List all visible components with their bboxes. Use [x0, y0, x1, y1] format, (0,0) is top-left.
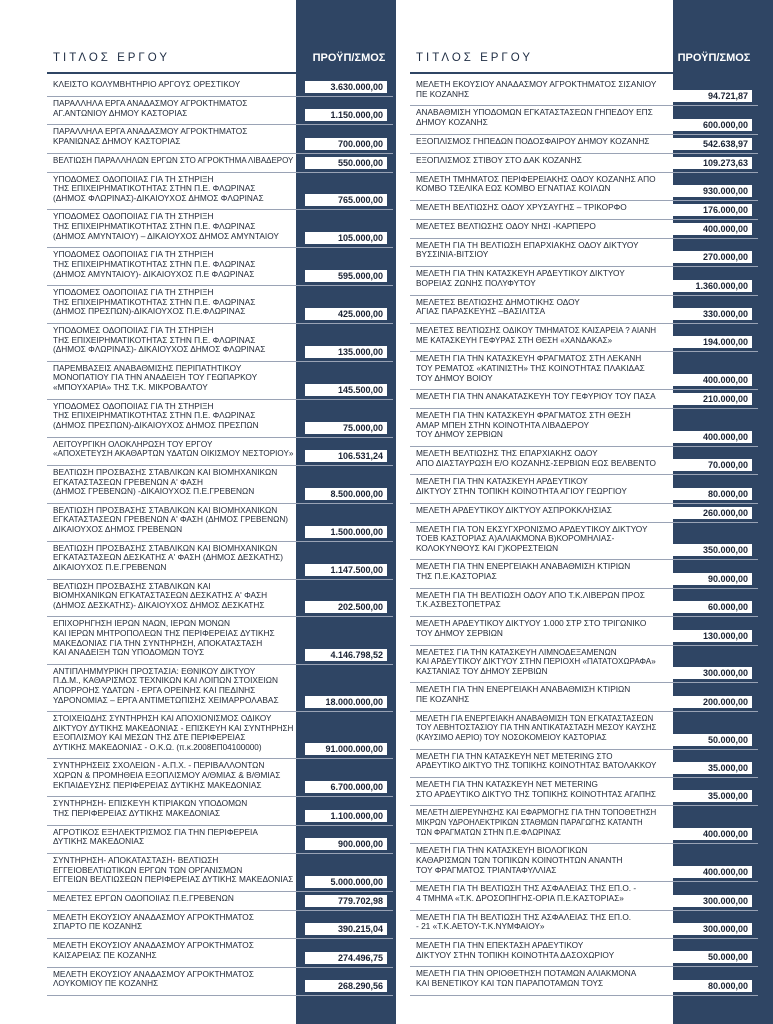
- budget-value: 176.000,00: [670, 204, 752, 216]
- project-title: ΜΕΛΕΤΗ ΓΙΑ ΤΗΝ ΚΑΤΑΣΚΕΥΗ ΑΡΔΕΥΤΙΚΟΥ ΔΙΚΤΥΟΥ ΒΟΡΕΙΑΣ ΖΩΝΗΣ ΠΟΛΥΦΥΤΟΥ: [416, 268, 625, 288]
- table-row: [410, 267, 758, 295]
- project-title: ΠΑΡΑΛΛΗΛΑ ΕΡΓΑ ΑΝΑΔΑΣΜΟΥ ΑΓΡΟΚΤΗΜΑΤΟΣ ΑΓ.ΑΝΤΩΝΙΟΥ ΔΗΜΟΥ ΚΑΣΤΟΡΙΑΣ: [53, 97, 248, 118]
- project-title: ΥΠΟΔΟΜΕΣ ΟΔΟΠΟΙΙΑΣ ΓΙΑ ΤΗ ΣΤΗΡΙΞΗ ΤΗΣ ΕΠΙΧΕΙΡΗΜΑΤΙΚΟΤΗΤΑΣ ΣΤΗΝ Π.Ε. ΦΛΩΡΙΝΑΣ (ΔΗΜΟΣ ΠΡΕΣΠΩΝ)-ΔΙΚΑΙΟΥΧΟΣ ΔΗΜΟΣ ΠΡΕΣΠΩΝ: [53, 400, 259, 430]
- project-title: ΥΠΟΔΟΜΕΣ ΟΔΟΠΟΙΙΑΣ ΓΙΑ ΤΗ ΣΤΗΡΙΞΗ ΤΗΣ ΕΠΙΧΕΙΡΗΜΑΤΙΚΟΤΗΤΑΣ ΣΤΗΝ Π.Ε. ΦΛΩΡΙΝΑΣ (ΔΗΜΟΣ ΦΛΩΡΙΝΑΣ)- ΔΙΚΑΙΟΥΧΟΣ ΔΗΜΟΣ ΦΛΩΡΙΝΑΣ: [53, 325, 266, 355]
- project-title: ΥΠΟΔΟΜΕΣ ΟΔΟΠΟΙΙΑΣ ΓΙΑ ΤΗ ΣΤΗΡΙΞΗ ΤΗΣ ΕΠΙΧΕΙΡΗΜΑΤΙΚΟΤΗΤΑΣ ΣΤΗΝ Π.Ε. ΦΛΩΡΙΝΑΣ (ΔΗΜΟΣ ΑΜΥΝΤΑΙΟΥ)- ΔΙΚΑΙΟΥΧΟΣ Π.Ε ΦΛΩΡΙΝΑΣ: [53, 249, 256, 279]
- table-row: [47, 892, 393, 911]
- budget-value: 400.000,00: [670, 828, 752, 840]
- project-title: ΜΕΛΕΤΕΣ ΓΙΑ ΤΗΝ ΚΑΤΑΣΚΕΥΗ ΛΙΜΝΟΔΕΞΑΜΕΝΩΝ ΚΑΙ ΑΡΔΕΥΤΙΚΟΥ ΔΙΚΤΥΟΥ ΣΤΗΝ ΠΕΡΙΟΧΗ «ΠΑΤΑΤΟΧΩΡΑΦΑ» ΚΑΣΤΑΝΙΑΣ ΤΟΥ ΔΗΜΟΥ ΣΕΡΒΙΩΝ: [416, 646, 656, 676]
- budget-value: 1.500.000,00: [305, 526, 387, 538]
- table-row: [47, 154, 393, 173]
- budget-value: 350.000,00: [670, 544, 752, 556]
- table-row: [47, 617, 393, 664]
- table-row: [410, 967, 758, 995]
- project-title: ΜΕΛΕΤΗ ΑΡΔΕΥΤΙΚΟΥ ΔΙΚΤΥΟΥ 1.000 ΣΤΡ ΣΤΟ ΤΡΙΓΩΝΙΚΟ ΤΟΥ ΔΗΜΟΥ ΣΕΡΒΙΩΝ: [416, 618, 647, 638]
- table-row: [410, 504, 758, 523]
- project-title: ΒΕΛΤΙΩΣΗ ΠΡΟΣΒΑΣΗΣ ΣΤΑΒΛΙΚΩΝ ΚΑΙ ΒΙΟΜΗΧΑΝΙΚΩΝ ΕΓΚΑΤΑΣΤΑΣΕΩΝ ΓΡΕΒΕΝΩΝ Α' ΦΑΣΗ (ΔΗΜΟΣ ΓΡΕΒΕΝΩΝ) -ΔΙΚΑΙΟΥΧΟΣ Π.Ε.ΓΡΕΒΕΝΩΝ: [53, 466, 278, 497]
- table-row: [47, 504, 393, 542]
- budget-value: 90.000,00: [670, 573, 752, 585]
- table-row: [47, 826, 393, 854]
- table-row: [410, 646, 758, 684]
- table-row: [47, 466, 393, 504]
- project-title: ΜΕΛΕΤΗ ΓΙΑ ΤΗΝ ΕΝΕΡΓΕΙΑΚΗ ΑΝΑΒΑΘΜΙΣΗ ΚΤΙΡΙΩΝ ΤΗΣ Π.Ε.ΚΑΣΤΟΡΙΑΣ: [416, 561, 631, 582]
- budget-value: 900.000,00: [305, 838, 387, 850]
- project-title: ΜΕΛΕΤΗ ΓΙΑ ΤΗΝ ΕΝΕΡΓΕΙΑΚΗ ΑΝΑΒΑΘΜΙΣΗ ΚΤΙΡΙΩΝ ΠΕ ΚΟΖΑΝΗΣ: [416, 684, 631, 705]
- table-row: [410, 939, 758, 967]
- project-title: ΑΓΡΟΤΙΚΟΣ ΕΞΗΛΕΚΤΡΙΣΜΟΣ ΓΙΑ ΤΗΝ ΠΕΡΙΦΕΡΕΙΑ ΔΥΤΙΚΗΣ ΜΑΚΕΔΟΝΙΑΣ: [53, 826, 258, 847]
- budget-value: 109.273,63: [670, 157, 752, 169]
- budget-value: 202.500,00: [305, 601, 387, 613]
- project-title: ΜΕΛΕΤΗ ΓΙΑ ΕΝΕΡΓΕΙΑΚΗ ΑΝΑΒΑΘΜΙΣΗ ΤΩΝ ΕΓΚΑΤΑΣΤΑΣΕΩΝ ΤΟΥ ΛΕΒΗΤΟΣΤΑΣΙΟΥ ΓΙΑ ΤΗΝ ΑΝΤΙΚΑΤΑΣΤΑΣΗ ΜΕΣΟΥ ΚΑΥΣΗΣ (ΚΑΥΣΙΜΟ ΑΕΡΙΟ) ΤΟΥ ΝΟΣΟΚΟΜΕΙΟΥ ΚΑΣΤΟΡΙΑΣ: [416, 712, 657, 743]
- budget-value: 300.000,00: [670, 667, 752, 679]
- project-title: ΥΠΟΔΟΜΕΣ ΟΔΟΠΟΙΙΑΣ ΓΙΑ ΤΗ ΣΤΗΡΙΞΗ ΤΗΣ ΕΠΙΧΕΙΡΗΜΑΤΙΚΟΤΗΤΑΣ ΣΤΗΝ Π.Ε. ΦΛΩΡΙΝΑΣ (ΔΗΜΟΣ ΠΡΕΣΠΩΝ)-ΔΙΚΑΙΟΥΧΟΣ Π.Ε.ΦΛΩΡΙΝΑΣ: [53, 287, 256, 317]
- budget-value: 8.500.000,00: [305, 488, 387, 500]
- table-row: [410, 106, 758, 134]
- budget-value: 779.702,98: [305, 895, 387, 907]
- table-row: [47, 542, 393, 580]
- project-title: ΜΕΛΕΤΗ ΓΙΑ ΤΗΝ ΟΡΙΟΘΕΤΗΣΗ ΠΟΤΑΜΩΝ ΑΛΙΑΚΜΟΝΑ ΚΑΙ ΒΕΝΕΤΙΚΟΥ ΚΑΙ ΤΩΝ ΠΑΡΑΠΟΤΑΜΩΝ ΤΟΥΣ: [416, 968, 637, 988]
- budget-value: 425.000,00: [305, 308, 387, 320]
- table-row: [410, 78, 758, 106]
- table-row: [410, 560, 758, 588]
- project-title: ΜΕΛΕΤΗ ΒΕΛΤΙΩΣΗΣ ΟΔΟΥ ΧΡΥΣΑΥΓΗΣ – ΤΡΙΚΟΡΦΟ: [416, 201, 627, 212]
- project-title: ΣΥΝΤΗΡΗΣΗ- ΑΠΟΚΑΤΑΣΤΑΣΗ- ΒΕΛΤΙΩΣΗ ΕΓΓΕΙΟΒΕΛΤΙΩΤΙΚΩΝ ΕΡΓΩΝ ΤΩΝ ΟΡΓΑΝΙΣΜΩΝ ΕΓΓΕΙΩΝ ΒΕΛΤΙΩΣΕΩΝ ΠΕΡΙΦΕΡΕΙΑΣ ΔΥΤΙΚΗΣ ΜΑΚΕΔΟΝΙΑΣ: [53, 854, 294, 885]
- table-row: [47, 939, 393, 967]
- budget-value: 75.000,00: [305, 422, 387, 434]
- table-row: [47, 712, 393, 759]
- table-row: [410, 154, 758, 173]
- project-title: ΜΕΛΕΤΗ ΤΜΗΜΑΤΟΣ ΠΕΡΙΦΕΡΕΙΑΚΗΣ ΟΔΟΥ ΚΟΖΑΝΗΣ ΑΠΟ ΚΟΜΒΟ ΤΣΕΛΙΚΑ ΕΩΣ ΚΟΜΒΟ ΕΓΝΑΤΙΑΣ ΚΟΙΛΩΝ: [416, 173, 656, 194]
- project-title: ΜΕΛΕΤΗ ΓΙΑ ΤΗΝ ΚΑΤΑΣΚΕΥΗ ΦΡΑΓΜΑΤΟΣ ΣΤΗ ΘΕΣΗ ΑΜΑΡ ΜΠΕΗ ΣΤΗΝ ΚΟΙΝΟΤΗΤΑ ΛΙΒΑΔΕΡΟΥ ΤΟΥ ΔΗΜΟΥ ΣΕΡΒΙΩΝ: [416, 410, 631, 440]
- budget-value: 6.700.000,00: [305, 781, 387, 793]
- table-row: [410, 239, 758, 267]
- project-title: ΜΕΛΕΤΗ ΓΙΑ ΤΗΝ ΚΑΤΑΣΚΕΥΗ NET METERING ΣΤΟ ΑΡΔΕΥΤΙΚΟ ΔΙΚΤΥΟ ΤΗΣ ΤΟΠΙΚΗΣ ΚΟΙΝΟΤΗΤΑΣ ΑΓΑΠΗΣ: [416, 779, 657, 799]
- project-title: ΜΕΛΕΤΗ ΕΚΟΥΣΙΟΥ ΑΝΑΔΑΣΜΟΥ ΑΓΡΟΚΤΗΜΑΤΟΣ ΛΟΥΚΟΜΙΟΥ ΠΕ ΚΟΖΑΝΗΣ: [53, 968, 254, 989]
- budget-value: 400.000,00: [670, 374, 752, 386]
- project-title: ΜΕΛΕΤΗ ΔΙΕΡΕΥΝΗΣΗΣ ΚΑΙ ΕΦΑΡΜΟΓΗΣ ΓΙΑ ΤΗΝ ΤΟΠΟΘΕΤΗΣΗ ΜΙΚΡΩΝ ΥΔΡΟΗΛΕΚΤΡΙΚΩΝ ΣΤΑΘΜΩΝ ΠΑΡΑΓΩΓΗΣ ΚΑΤΑΝΤΗ ΤΩΝ ΦΡΑΓΜΑΤΩΝ ΣΤΗΝ Π.Ε.ΦΛΩΡΙΝΑΣ: [416, 807, 657, 837]
- table-row: [410, 447, 758, 475]
- table-row: [47, 438, 393, 466]
- table-row: [410, 712, 758, 750]
- table-body: [47, 78, 393, 996]
- table-row: [410, 352, 758, 390]
- project-title: ΜΕΛΕΤΗ ΓΙΑ ΤΗ ΒΕΛΤΙΩΣΗ ΕΠΑΡΧΙΑΚΗΣ ΟΔΟΥ ΔΙΚΤΥΟΥ ΒΥΣΣΙΝΙΑ-ΒΙΤΣΙΟΥ: [416, 239, 639, 260]
- budget-value: 60.000,00: [670, 601, 752, 613]
- project-title: ΜΕΛΕΤΗ ΒΕΛΤΙΩΣΗΣ ΤΗΣ ΕΠΑΡΧΙΑΚΗΣ ΟΔΟΥ ΑΠΟ ΔΙΑΣΤΑΥΡΩΣΗ Ε/Ο ΚΟΖΑΝΗΣ-ΣΕΡΒΙΩΝ ΕΩΣ ΒΕΛΒΕΝΤΟ: [416, 447, 656, 468]
- table-body: [410, 78, 758, 996]
- table-row: [47, 248, 393, 286]
- budget-value: 595.000,00: [305, 270, 387, 282]
- budget-value: 330.000,00: [670, 308, 752, 320]
- table-row: [410, 220, 758, 239]
- project-title: ΜΕΛΕΤΗ ΓΙΑ ΤΟΝ ΕΚΣΥΓΧΡΟΝΙΣΜΟ ΑΡΔΕΥΤΙΚΟΥ ΔΙΚΤΥΟΥ ΤΟΕΒ ΚΑΣΤΟΡΙΑΣ Α)ΑΛΙΑΚΜΟΝΑ Β)ΚΟΡΟΜΗΛΙΑΣ- ΚΟΛΟΚΥΝΘΟΥΣ ΚΑΙ Γ)ΚΟΡΕΣΤΕΙΩΝ: [416, 523, 648, 553]
- budget-value: 700.000,00: [305, 138, 387, 150]
- budget-value: 35.000,00: [670, 762, 752, 774]
- project-title: ΑΝΑΒΑΘΜΙΣΗ ΥΠΟΔΟΜΩΝ ΕΓΚΑΤΑΣΤΑΣΕΩΝ ΓΗΠΕΔΟΥ ΕΠΣ ΔΗΜΟΥ ΚΟΖΑΝΗΣ: [416, 107, 653, 127]
- budget-value: 106.531,24: [305, 450, 387, 462]
- budget-value: 1.360.000,00: [670, 280, 752, 292]
- budget-value: 1.100.000,00: [305, 810, 387, 822]
- project-title: ΜΕΛΕΤΗ ΓΙΑ ΤΗΝ ΑΝΑΚΑΤΑΣΚΕΥΗ ΤΟΥ ΓΕΦΥΡΙΟΥ ΤΟΥ ΠΑΣΑ: [416, 391, 656, 402]
- table-header: [410, 52, 758, 68]
- budget-value: 70.000,00: [670, 459, 752, 471]
- budget-value: 400.000,00: [670, 431, 752, 443]
- project-title: ΜΕΛΕΤΗ ΕΚΟΥΣΙΟΥ ΑΝΑΔΑΣΜΟΥ ΑΓΡΟΚΤΗΜΑΤΟΣ ΣΙΣΑΝΙΟΥ ΠΕ ΚΟΖΑΝΗΣ: [416, 79, 657, 99]
- project-title: ΥΠΟΔΟΜΕΣ ΟΔΟΠΟΙΙΑΣ ΓΙΑ ΤΗ ΣΤΗΡΙΞΗ ΤΗΣ ΕΠΙΧΕΙΡΗΜΑΤΙΚΟΤΗΤΑΣ ΣΤΗΝ Π.Ε. ΦΛΩΡΙΝΑΣ (ΔΗΜΟΣ ΑΜΥΝΤΑΙΟΥ) – ΔΙΚΑΙΟΥΧΟΣ ΔΗΜΟΣ ΑΜΥΝΤΑΙΟΥ: [53, 211, 279, 241]
- budget-value: 4.146.798,52: [305, 649, 387, 661]
- budget-value: 3.630.000,00: [305, 81, 387, 93]
- project-title: ΜΕΛΕΤΗ ΓΙΑ ΤΗΝ ΕΠΕΚΤΑΣΗ ΑΡΔΕΥΤΙΚΟΥ ΔΙΚΤΥΟΥ ΣΤΗΝ ΤΟΠΙΚΗ ΚΟΙΝΟΤΗΤΑ ΔΑΣΟΧΩΡΙΟΥ: [416, 939, 615, 960]
- project-title: ΜΕΛΕΤΗ ΓΙΑ ΤΗΝ ΚΑΤΑΣΚΕΥΗ ΒΙΟΛΟΓΙΚΩΝ ΚΑΘΑΡΙΣΜΩΝ ΤΩΝ ΤΟΠΙΚΩΝ ΚΟΙΝΟΤΗΤΩΝ ΑΝΑΝΤΗ ΤΟΥ ΦΡΑΓΜΑΤΟΣ ΤΡΙΑΝΤΑΦΥΛΛΙΑΣ: [416, 845, 623, 875]
- budget-value: 400.000,00: [670, 866, 752, 878]
- table-row: [47, 97, 393, 125]
- project-title: ΒΕΛΤΙΩΣΗ ΠΡΟΣΒΑΣΗΣ ΣΤΑΒΛΙΚΩΝ ΚΑΙ ΒΙΟΜΗΧΑΝΙΚΩΝ ΕΓΚΑΤΑΣΤΑΣΕΩΝ ΔΕΣΚΑΤΗΣ Α' ΦΑΣΗ (ΔΗΜΟΣ ΔΕΣΚΑΤΗΣ)- ΔΙΚΑΙΟΥΧΟΣ ΔΗΜΟΣ ΔΕΣΚΑΤΗΣ: [53, 580, 268, 610]
- table-row: [410, 750, 758, 778]
- budget-value: 80.000,00: [670, 980, 752, 992]
- budget-value: 105.000,00: [305, 232, 387, 244]
- table-row: [410, 523, 758, 561]
- table-row: [410, 911, 758, 939]
- project-title: ΒΕΛΤΙΩΣΗ ΠΑΡΑΛΛΗΛΩΝ ΕΡΓΩΝ ΣΤΟ ΑΓΡΟΚΤΗΜΑ ΛΙΒΑΔΕΡΟΥ: [53, 154, 294, 165]
- budget-value: 550.000,00: [305, 157, 387, 169]
- budget-value: 94.721,87: [670, 90, 752, 102]
- budget-value: 145.500,00: [305, 384, 387, 396]
- budget-value: 130.000,00: [670, 630, 752, 642]
- table-row: [47, 854, 393, 892]
- project-title: ΛΕΙΤΟΥΡΓΙΚΗ ΟΛΟΚΛΗΡΩΣΗ ΤΟΥ ΕΡΓΟΥ «ΑΠΟΧΕΤΕΥΣΗ ΑΚΑΘΑΡΤΩΝ ΥΔΑΤΩΝ ΟΙΚΙΣΜΟΥ ΝΕΣΤΟΡΙΟΥ»: [53, 438, 294, 459]
- project-title-header: ΤΙΤΛΟΣ ΕΡΓΟΥ: [416, 52, 533, 64]
- project-title: ΜΕΛΕΤΕΣ ΒΕΛΤΙΩΣΗΣ ΟΔΙΚΟΥ ΤΜΗΜΑΤΟΣ ΚΑΙΣΑΡΕΙΑ ? ΑΙΑΝΗ ΜΕ ΚΑΤΑΣΚΕΥΗ ΓΕΦΥΡΑΣ ΣΤΗ ΘΕΣΗ «ΧΑΝΔΑΚΑΣ»: [416, 324, 657, 345]
- project-title: ΕΠΙΧΟΡΗΓΗΣΗ ΙΕΡΩΝ ΝΑΩΝ, ΙΕΡΩΝ ΜΟΝΩΝ ΚΑΙ ΙΕΡΩΝ ΜΗΤΡΟΠΟΛΕΩΝ ΤΗΣ ΠΕΡΙΦΕΡΕΙΑΣ ΔΥΤΙΚΗΣ ΜΑΚΕΔΟΝΙΑΣ ΓΙΑ ΤΗΝ ΣΥΝΤΗΡΗΣΗ, ΑΠΟΚΑΤΑΣΤΑΣΗ ΚΑΙ ΑΝΑΔΕΙΞΗ ΤΩΝ ΥΠΟΔΟΜΩΝ ΤΟΥΣ: [53, 618, 275, 658]
- table-row: [47, 78, 393, 97]
- budget-value: 50.000,00: [670, 734, 752, 746]
- project-title: ΕΞΟΠΛΙΣΜΟΣ ΣΤΙΒΟΥ ΣΤΟ ΔΑΚ ΚΟΖΑΝΗΣ: [416, 154, 582, 165]
- budget-value: 5.000.000,00: [305, 876, 387, 888]
- table-row: [410, 475, 758, 503]
- budget-value: 268.290,56: [305, 980, 387, 992]
- project-title: ΜΕΛΕΤΗ ΕΚΟΥΣΙΟΥ ΑΝΑΔΑΣΜΟΥ ΑΓΡΟΚΤΗΜΑΤΟΣ ΚΑΙΣΑΡΕΙΑΣ ΠΕ ΚΟΖΑΝΗΣ: [53, 940, 254, 960]
- header-divider: [410, 72, 758, 74]
- budget-value: 50.000,00: [670, 951, 752, 963]
- budget-value: 390.215,04: [305, 923, 387, 935]
- table-row: [410, 409, 758, 447]
- table-row: [410, 390, 758, 409]
- table-row: [410, 617, 758, 645]
- budget-value: 300.000,00: [670, 923, 752, 935]
- table-row: [47, 968, 393, 996]
- table-row: [47, 210, 393, 248]
- header-divider: [47, 72, 393, 74]
- project-title: ΜΕΛΕΤΕΣ ΕΡΓΩΝ ΟΔΟΠΟΙΙΑΣ Π.Ε.ΓΡΕΒΕΝΩΝ: [53, 892, 234, 903]
- project-title: ΜΕΛΕΤΗ ΓΙΑ ΤΗ ΒΕΛΤΙΩΣΗ ΤΗΣ ΑΣΦΑΛΕΙΑΣ ΤΗΣ ΕΠ.Ο. - 4 ΤΜΗΜΑ «Τ.Κ. ΔΡΟΣΟΠΗΓΗΣ-ΟΡΙΑ Π.Ε.ΚΑΣΤΟΡΙΑΣ»: [416, 883, 637, 903]
- project-title: ΣΥΝΤΗΡΗΣΗ- ΕΠΙΣΚΕΥΗ ΚΤΙΡΙΑΚΩΝ ΥΠΟΔΟΜΩΝ ΤΗΣ ΠΕΡΙΦΕΡΕΙΑΣ ΔΥΤΙΚΗΣ ΜΑΚΕΔΟΝΙΑΣ: [53, 798, 248, 818]
- project-title: ΜΕΛΕΤΕΣ ΒΕΛΤΙΩΣΗΣ ΔΗΜΟΤΙΚΗΣ ΟΔΟΥ ΑΓΙΑΣ ΠΑΡΑΣΚΕΥΗΣ –ΒΑΣΙΛΙΤΣΑ: [416, 296, 580, 317]
- budget-value: 260.000,00: [670, 507, 752, 519]
- project-title: ΣΥΝΤΗΡΗΣΕΙΣ ΣΧΟΛΕΙΩΝ - Α.Π.Χ. - ΠΕΡΙΒΑΛΛΟΝΤΩΝ ΧΩΡΩΝ & ΠΡΟΜΗΘΕΙΑ ΕΞΟΠΛΙΣΜΟΥ Α/ΘΜΙΑΣ & Β/ΘΜΙΑΣ ΕΚΠΑΙΔΕΥΣΗΣ ΠΕΡΙΦΕΡΕΙΑΣ ΔΥΤΙΚΗΣ ΜΑΚΕΔΟΝΙΑΣ: [53, 760, 281, 790]
- table-header: [47, 52, 393, 68]
- table-row: [47, 324, 393, 362]
- project-title: ΥΠΟΔΟΜΕΣ ΟΔΟΠΟΙΙΑΣ ΓΙΑ ΤΗ ΣΤΗΡΙΞΗ ΤΗΣ ΕΠΙΧΕΙΡΗΜΑΤΙΚΟΤΗΤΑΣ ΣΤΗΝ Π.Ε. ΦΛΩΡΙΝΑΣ (ΔΗΜΟΣ ΦΛΩΡΙΝΑΣ)-ΔΙΚΑΙΟΥΧΟΣ ΔΗΜΟΣ ΦΛΩΡΙΝΑΣ: [53, 173, 264, 203]
- budget-header: ΠΡΟΫΠ/ΣΜΟΣ: [312, 52, 386, 64]
- budget-value: 194.000,00: [670, 336, 752, 348]
- table-row: [410, 173, 758, 201]
- table-row: [47, 759, 393, 797]
- budget-value: 35.000,00: [670, 790, 752, 802]
- table-row: [410, 806, 758, 844]
- table-row: [410, 778, 758, 806]
- budget-value: 274.496,75: [305, 952, 387, 964]
- budget-value: 18.000.000,00: [305, 696, 387, 708]
- budget-value: 542.638,97: [670, 138, 752, 150]
- budget-value: 765.000,00: [305, 194, 387, 206]
- table-row: [47, 665, 393, 712]
- project-title: ΜΕΛΕΤΗ ΓΙΑ ΤΗΝ ΚΑΤΑΣΚΕΥΗ NET METERING ΣΤΟ ΑΡΔΕΥΤΙΚΟ ΔΙΚΤΥΟ ΤΗΣ ΤΟΠΙΚΗΣ ΚΟΙΝΟΤΗΤΑΣ ΒΑΤΟΛΑΚΚΟΥ: [416, 750, 657, 771]
- table-row: [47, 286, 393, 324]
- table-row: [410, 324, 758, 352]
- budget-value: 930.000,00: [670, 185, 752, 197]
- project-title: ΜΕΛΕΤΗ ΓΙΑ ΤΗΝ ΚΑΤΑΣΚΕΥΗ ΑΡΔΕΥΤΙΚΟΥ ΔΙΚΤΥΟΥ ΣΤΗΝ ΤΟΠΙΚΗ ΚΟΙΝΟΤΗΤΑ ΑΓΙΟΥ ΓΕΩΡΓΙΟΥ: [416, 476, 627, 496]
- project-title: ΜΕΛΕΤΕΣ ΒΕΛΤΙΩΣΗΣ ΟΔΟΥ ΝΗΣΙ -ΚΑΡΠΕΡΟ: [416, 220, 596, 231]
- budget-value: 400.000,00: [670, 223, 752, 235]
- budget-value: 600.000,00: [670, 119, 752, 131]
- table-row: [410, 589, 758, 617]
- project-title: ΠΑΡΕΜΒΑΣΕΙΣ ΑΝΑΒΑΘΜΙΣΗΣ ΠΕΡΙΠΑΤΗΤΙΚΟΥ ΜΟΝΟΠΑΤΙΟΥ ΓΙΑ ΤΗΝ ΑΝΑΔΕΙΞΗ ΤΟΥ ΓΕΩΠΑΡΚΟΥ «ΜΠΟΥΧΑΡΙΑ» ΤΗΣ Τ.Κ. ΜΙΚΡΟΒΑΛΤΟΥ: [53, 362, 258, 393]
- budget-value: 91.000.000,00: [305, 743, 387, 755]
- budget-value: 270.000,00: [670, 251, 752, 263]
- table-row: [410, 683, 758, 711]
- project-title: ΠΑΡΑΛΛΗΛΑ ΕΡΓΑ ΑΝΑΔΑΣΜΟΥ ΑΓΡΟΚΤΗΜΑΤΟΣ ΚΡΑΝΙΩΝΑΣ ΔΗΜΟΥ ΚΑΣΤΟΡΙΑΣ: [53, 126, 248, 146]
- table-row: [410, 135, 758, 154]
- project-title: ΑΝΤΙΠΛΗΜΜΥΡΙΚΗ ΠΡΟΣΤΑΣΙΑ: ΕΘΝΙΚΟΥ ΔΙΚΤΥΟΥ Π.Δ.Μ., ΚΑΘΑΡΙΣΜΟΣ ΤΕΧΝΙΚΩΝ ΚΑΙ ΛΟΙΠΩΝ ΣΤΟΙΧΕΙΩΝ ΑΠΟΡΡΟΗΣ ΥΔΑΤΩΝ - ΕΡΓΑ ΟΡΕΙΝΗΣ ΚΑΙ ΠΕΔΙΝΗΣ ΥΔΡΟΝΟΜΙΑΣ – ΕΡΓΑ ΑΝΤΙΜΕΤΩΠΙΣΗΣ ΧΕΙΜΑΡΡΟΛΑΒΑΣ: [53, 665, 279, 705]
- budget-value: 1.147.500,00: [305, 564, 387, 576]
- project-title: ΒΕΛΤΙΩΣΗ ΠΡΟΣΒΑΣΗΣ ΣΤΑΒΛΙΚΩΝ ΚΑΙ ΒΙΟΜΗΧΑΝΙΚΩΝ ΕΓΚΑΤΑΣΤΑΣΕΩΝ ΔΕΣΚΑΤΗΣ Α' ΦΑΣΗ (ΔΗΜΟΣ ΔΕΣΚΑΤΗΣ) ΔΙΚΑΙΟΥΧΟΣ Π.Ε.ΓΡΕΒΕΝΩΝ: [53, 542, 284, 572]
- budget-value: 300.000,00: [670, 895, 752, 907]
- table-row: [410, 882, 758, 910]
- project-title: ΜΕΛΕΤΗ ΓΙΑ ΤΗ ΒΕΛΤΙΩΣΗ ΤΗΣ ΑΣΦΑΛΕΙΑΣ ΤΗΣ ΕΠ.Ο. - 21 «Τ.Κ.ΑΕΤΟΥ-Τ.Κ.ΝΥΜΦΑΙΟΥ»: [416, 911, 632, 932]
- table-row: [47, 911, 393, 939]
- project-title: ΚΛΕΙΣΤΟ ΚΟΛΥΜΒΗΤΗΡΙΟ ΑΡΓΟΥΣ ΟΡΕΣΤΙΚΟΥ: [53, 79, 241, 89]
- budget-value: 200.000,00: [670, 696, 752, 708]
- table-row: [47, 173, 393, 211]
- table-row: [410, 844, 758, 882]
- project-title: ΜΕΛΕΤΗ ΕΚΟΥΣΙΟΥ ΑΝΑΔΑΣΜΟΥ ΑΓΡΟΚΤΗΜΑΤΟΣ ΣΠΑΡΤΟ ΠΕ ΚΟΖΑΝΗΣ: [53, 911, 254, 932]
- budget-value: 80.000,00: [670, 488, 752, 500]
- table-row: [47, 797, 393, 825]
- project-title: ΜΕΛΕΤΗ ΑΡΔΕΥΤΙΚΟΥ ΔΙΚΤΥΟΥ ΑΣΠΡΟΚΚΛΗΣΙΑΣ: [416, 504, 612, 515]
- budget-header: ΠΡΟΫΠ/ΣΜΟΣ: [677, 52, 751, 64]
- budget-value: 135.000,00: [305, 346, 387, 358]
- project-title: ΜΕΛΕΤΗ ΓΙΑ ΤΗ ΒΕΛΤΙΩΣΗ ΟΔΟΥ ΑΠΟ Τ.Κ.ΛΙΒΕΡΩΝ ΠΡΟΣ Τ.Κ.ΑΣΒΕΣΤΟΠΕΤΡΑΣ: [416, 589, 645, 610]
- project-title: ΒΕΛΤΙΩΣΗ ΠΡΟΣΒΑΣΗΣ ΣΤΑΒΛΙΚΩΝ ΚΑΙ ΒΙΟΜΗΧΑΝΙΚΩΝ ΕΓΚΑΤΑΣΤΑΣΕΩΝ ΓΡΕΒΕΝΩΝ Α' ΦΑΣΗ (ΔΗΜΟΣ ΓΡΕΒΕΝΩΝ) ΔΙΚΑΙΟΥΧΟΣ ΔΗΜΟΣ ΓΡΕΒΕΝΩΝ: [53, 504, 289, 535]
- table-row: [47, 580, 393, 618]
- project-title: ΣΤΟΙΧΕΙΩΔΗΣ ΣΥΝΤΗΡΗΣΗ ΚΑΙ ΑΠΟΧΙΟΝΙΣΜΟΣ ΟΔΙΚΟΥ ΔΙΚΤΥΟΥ ΔΥΤΙΚΗΣ ΜΑΚΕΔΟΝΙΑΣ - ΕΠΙΣΚΕΥΗ ΚΑΙ ΣΥΝΤΗΡΗΣΗ ΕΞΟΠΛΙΣΜΟΥ ΚΑΙ ΜΕΣΩΝ ΤΗΣ ΔΤΕ ΠΕΡΙΦΕΡΕΙΑΣ ΔΥΤΙΚΗΣ ΜΑΚΕΔΟΝΙΑΣ - Ο.Κ.Ω. (π.κ.2008ΕΠ04100000): [53, 713, 294, 752]
- project-title: ΕΞΟΠΛΙΣΜΟΣ ΓΗΠΕΔΩΝ ΠΟΔΟΣΦΑΙΡΟΥ ΔΗΜΟΥ ΚΟΖΑΝΗΣ: [416, 135, 650, 146]
- table-row: [47, 400, 393, 438]
- table-row: [410, 296, 758, 324]
- budget-value: 210.000,00: [670, 393, 752, 405]
- table-row: [47, 125, 393, 153]
- project-title: ΜΕΛΕΤΗ ΓΙΑ ΤΗΝ ΚΑΤΑΣΚΕΥΗ ΦΡΑΓΜΑΤΟΣ ΣΤΗ ΛΕΚΑΝΗ ΤΟΥ ΡΕΜΑΤΟΣ «ΚΑΤΙΝΙΣΤΗ» ΤΗΣ ΚΟΙΝΟΤΗΤΑΣ ΠΛΑΚΙΔΑΣ ΤΟΥ ΔΗΜΟΥ ΒΟΙΟΥ: [416, 353, 645, 383]
- budget-value: 1.150.000,00: [305, 109, 387, 121]
- table-row: [410, 201, 758, 220]
- project-title-header: ΤΙΤΛΟΣ ΕΡΓΟΥ: [53, 52, 170, 64]
- table-row: [47, 362, 393, 400]
